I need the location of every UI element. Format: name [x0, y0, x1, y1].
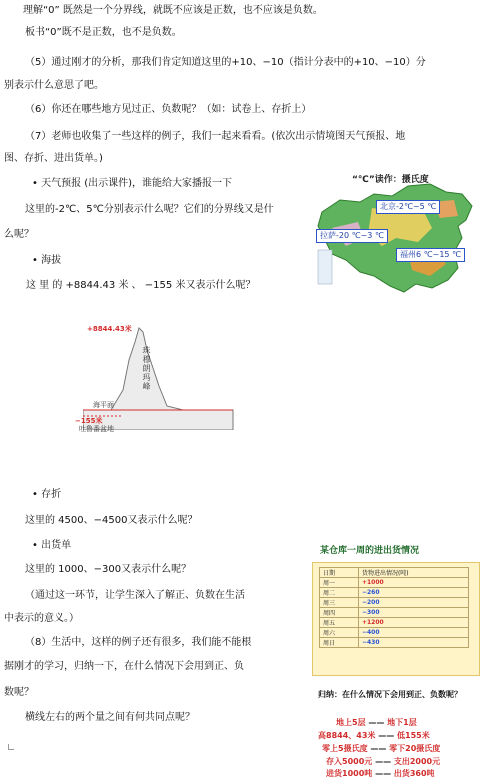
low-label: −155米 [75, 417, 103, 425]
table-cell-value: +1200 [358, 618, 468, 628]
summary-positive: 零上5摄氏度 [322, 744, 368, 753]
page-corner-mark [8, 744, 14, 750]
map-label-beijing: 北京-2℃~5 ℃ [376, 200, 440, 214]
altitude-figure [75, 320, 243, 433]
table-cell-date: 周二 [320, 588, 359, 598]
goods-table-card [312, 562, 480, 676]
paragraph: 图、存折、进出货单。) [4, 153, 103, 164]
paragraph: （通过这一环节，让学生深入了解正、负数在生活 [25, 590, 245, 601]
bullet-weather: • 天气预报 (出示课件)，谁能给大家播报一下 [32, 178, 233, 189]
paragraph: 理解“0” 既然是一个分界线，就既不应该是正数，也不应该是负数。 [23, 5, 323, 16]
paragraph: 别表示什么意思了吧。 [4, 80, 104, 91]
table-cell-date: 周日 [320, 638, 359, 648]
summary-row: 高8844、43米 —— 低155米 [318, 731, 430, 740]
paragraph: 据刚才的学习，归纳一下，在什么情况下会用到正、负 [4, 661, 244, 672]
paragraph: （6）你还在哪些地方见过正、负数呢？（如：试卷上、存折上） [25, 104, 312, 115]
summary-row: 零上5摄氏度 —— 零下20摄氏度 [322, 744, 441, 753]
table-cell-value: −430 [358, 638, 468, 648]
table-header-cell: 货物进出情况(吨) [358, 568, 468, 578]
table-row [320, 608, 469, 618]
bullet-altitude: • 海拔 [32, 255, 62, 266]
paragraph: 横线左右的两个量之间有何共同点呢？ [25, 712, 195, 723]
table-cell-date: 周六 [320, 628, 359, 638]
paragraph: （8）生活中，这样的例子还有很多，我们能不能根 [25, 637, 252, 648]
mountain-shape [83, 320, 243, 430]
table-row [320, 628, 469, 638]
bullet-shipping: • 出货单 [32, 540, 72, 551]
table-cell-date: 周三 [320, 598, 359, 608]
table-cell-value: −260 [358, 588, 468, 598]
table-row [320, 618, 469, 628]
table-row [320, 638, 469, 648]
map-label-fuzhou: 福州6 ℃~15 ℃ [396, 248, 465, 262]
table-row [320, 598, 469, 608]
sea-level-label: 海平面 [93, 401, 114, 409]
weather-map [312, 172, 478, 298]
paragraph: 中表示的意义。） [4, 613, 79, 624]
table-cell-value: −400 [358, 628, 468, 638]
goods-table-title: 某仓库一周的进出货情况 [320, 546, 420, 556]
map-label-lhasa: 拉萨-20 ℃~3 ℃ [316, 229, 388, 243]
paragraph: 这 里 的 +8844.43 米 、 −155 米又表示什么呢？ [26, 280, 256, 291]
table-header-cell: 日期 [320, 568, 359, 578]
table-cell-date: 周四 [320, 608, 359, 618]
summary-title: 归纳：在什么情况下会用到正、负数呢？ [318, 690, 462, 699]
summary-positive: 地上5层 [336, 718, 366, 727]
table-row [320, 578, 469, 588]
mountain-name: 珠穆朗玛峰 [142, 346, 151, 391]
paragraph: 这里的 4500、−4500又表示什么呢？ [25, 515, 198, 526]
summary-positive: 高8844、43米 [318, 731, 376, 740]
paragraph: （5）通过刚才的分析，那我们肯定知道这里的+10、−10（指计分表中的+10、−10）分 [25, 57, 426, 68]
map-title: “℃”读作：摄氏度 [352, 175, 429, 185]
summary-negative: 支出2000元 [393, 757, 441, 766]
summary-row: 存入5000元 —— 支出2000元 [326, 757, 441, 766]
summary-negative: 低155米 [397, 731, 430, 740]
summary-negative: 出货360吨 [393, 769, 435, 778]
summary-negative: 零下20摄氏度 [389, 744, 441, 753]
summary-negative: 地下1层 [387, 718, 417, 727]
paragraph: 么呢？ [4, 229, 34, 240]
table-header-row [320, 568, 469, 578]
summary-positive: 进货1000吨 [326, 769, 373, 778]
table-cell-value: −200 [358, 598, 468, 608]
paragraph: 板书“0”既不是正数，也不是负数。 [25, 27, 182, 38]
summary-positive: 存入5000元 [326, 757, 373, 766]
peak-label: +8844.43米 [87, 325, 132, 333]
basin-label: 吐鲁番盆地 [79, 425, 114, 433]
bullet-passbook: • 存折 [32, 489, 62, 500]
paragraph: 这里的 1000、−300又表示什么呢？ [25, 564, 192, 575]
table-cell-date: 周五 [320, 618, 359, 628]
summary-row: 进货1000吨 —— 出货360吨 [326, 769, 435, 778]
paragraph: （7）老师也收集了一些这样的例子，我们一起来看看。(依次出示情境图天气预报、地 [25, 131, 406, 142]
summary-row: 地上5层 —— 地下1层 [336, 718, 417, 727]
paragraph: 这里的-2℃、5℃分别表示什么呢？它们的分界线又是什 [25, 204, 274, 215]
paragraph: 数呢？ [4, 687, 34, 698]
table-row [320, 588, 469, 598]
table-cell-date: 周一 [320, 578, 359, 588]
table-cell-value: −300 [358, 608, 468, 618]
table-cell-value: +1000 [358, 578, 468, 588]
goods-table [319, 567, 469, 648]
